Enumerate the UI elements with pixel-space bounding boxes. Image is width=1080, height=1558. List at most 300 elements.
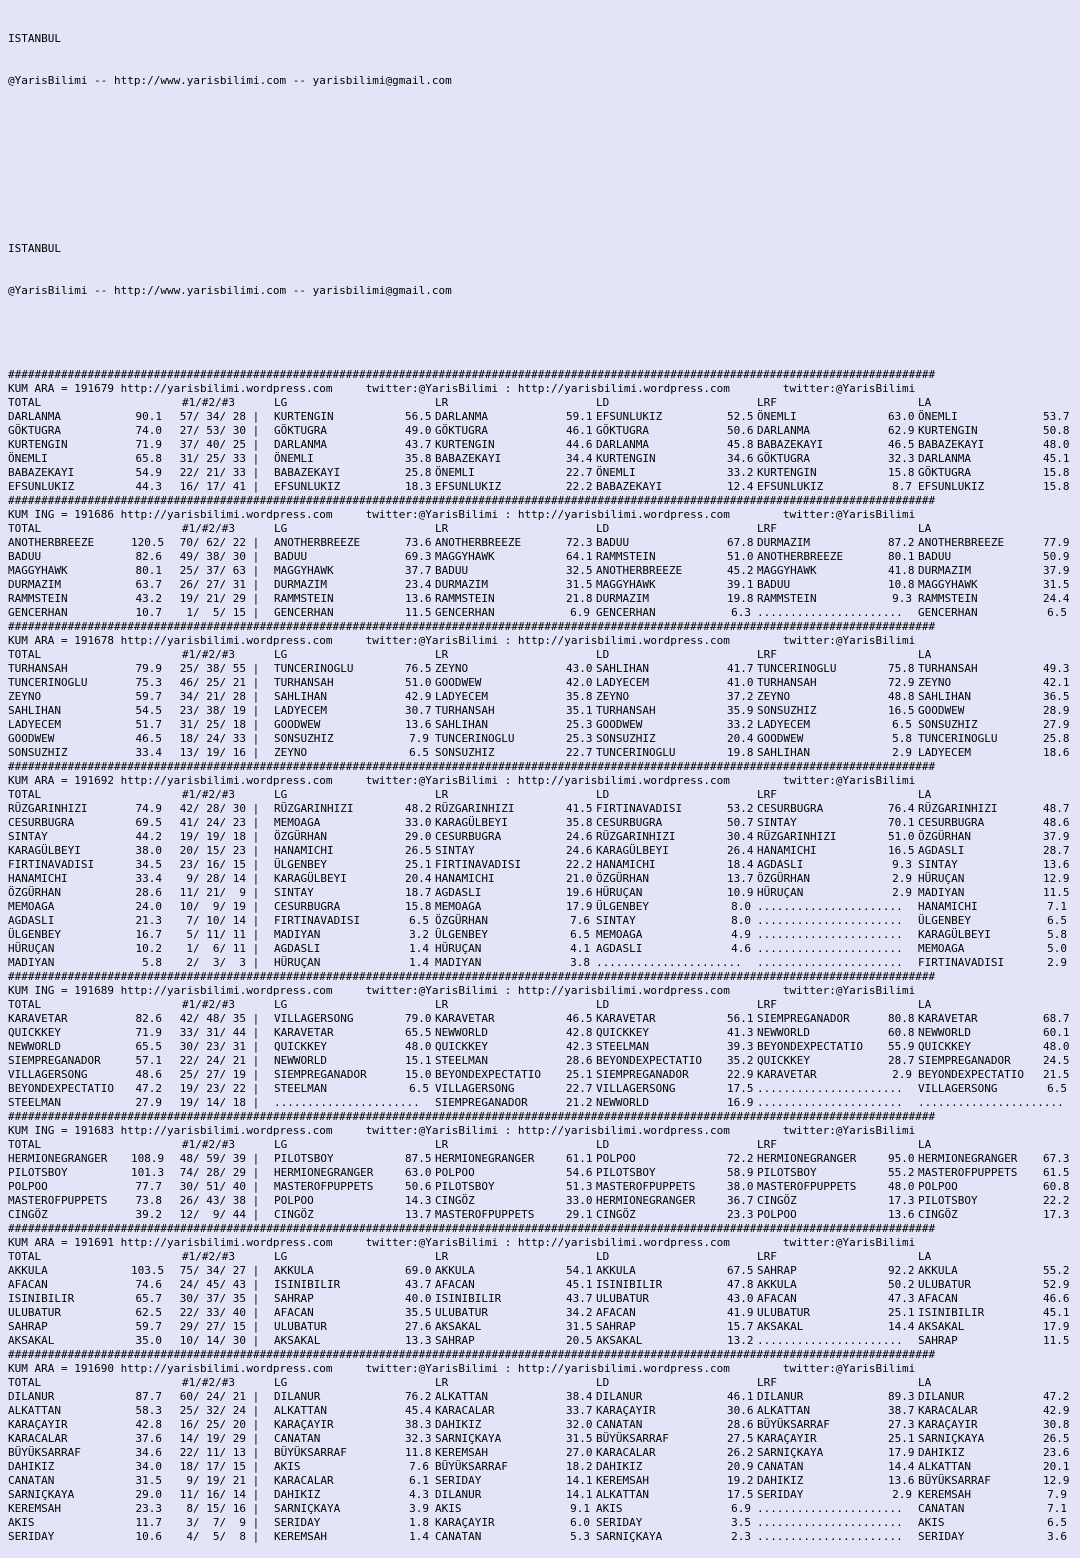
split-values: 13/ 19/ 16 [179,746,246,759]
lg-col [274,1026,435,1040]
runner-row [8,802,1073,816]
runner-name: CANATAN [596,1418,643,1431]
score-value: 11.8 [405,1446,432,1459]
runner-row [8,564,1073,578]
runner-name: NEWWORLD [274,1054,327,1067]
runner-name: KARAÇAYIR [274,1418,334,1431]
lrf-col [757,1306,918,1320]
pipe-divider: | [246,1082,266,1095]
runner-name: KURTENGIN [596,452,656,465]
runner-name: EFSUNLUKIZ [8,480,75,493]
lr-col [435,1054,596,1068]
lg-col [274,1320,435,1334]
runner-name: DAHIKIZ [8,1460,55,1473]
pipe-divider: | [246,438,266,451]
ld-col [596,438,757,452]
runner-name: MEMOAGA [274,816,321,829]
runner-name: CESURBUGRA [435,830,502,843]
lg-col [274,900,435,914]
split-values: 10/ 9/ 19 [179,900,246,913]
contact-line-repeat: @YarisBilimi -- http://www.yarisbilimi.com -- yarisbilimi@gmail.com [8,284,452,297]
total-score: 34.0 [135,1460,162,1473]
lr-col [435,1320,596,1334]
ld-col [596,578,757,592]
lrf-col [757,690,918,704]
runner-name: ...................... [757,928,903,941]
runner-name: SONSUZHIZ [274,732,334,745]
lg-col [274,718,435,732]
score-value: 13.3 [405,1334,432,1347]
score-value: 70.1 [888,816,915,829]
runner-name: ULUBATUR [274,1320,327,1333]
col-header-lg: LG [274,788,288,801]
lrf-col [757,858,918,872]
runner-name: ULUBATUR [918,1278,971,1291]
runner-name: QUICKKEY [435,1040,488,1053]
total-score: 10.2 [135,942,162,955]
total-score: 46.5 [135,732,162,745]
runner-name: SAHLIHAN [8,704,61,717]
score-value: 75.8 [888,662,915,675]
la-col [918,578,1073,592]
runner-name: PILOTSBOY [918,1194,978,1207]
score-value: 60.8 [1043,1180,1070,1193]
runner-name: TUNCERINOGLU [918,732,998,745]
split-values: 25/ 38/ 55 [179,662,246,675]
runner-name: GÖKTUGRA [8,424,61,437]
ld-col [596,480,757,494]
ld-col [596,1474,757,1488]
score-value: 7.6 [570,914,590,927]
runner-name: AKIS [596,1502,623,1515]
col-header-lr: LR [435,1138,449,1151]
split-values: 18/ 24/ 33 [179,732,246,745]
runner-name: MAGGYHAWK [918,578,978,591]
lg-col [274,1040,435,1054]
lrf-col [757,1390,918,1404]
runner-name: HANAMICHI [435,872,495,885]
score-value: 25.3 [566,718,593,731]
race-title: KUM ING = 191689 http://yarisbilimi.wordpress.com twitter:@YarisBilimi : http://yarisbilimi.wordpress.com twitter:@YarisBilimi [8,984,916,997]
spacer [8,158,1073,172]
score-value: 7.9 [409,732,429,745]
lr-col [435,1516,596,1530]
col-header-total: TOTAL [8,1250,42,1263]
lr-col [435,1040,596,1054]
runner-name: ALKATTAN [918,1460,971,1473]
runner-name: AGDASLI [757,858,804,871]
score-value: 2.3 [731,1530,751,1543]
ld-col [596,1502,757,1516]
total-score: 74.0 [135,424,162,437]
pipe-divider: | [246,816,266,829]
runner-name: MASTEROFPUPPETS [274,1180,374,1193]
lrf-col [757,1166,918,1180]
runner-name: BÜYÜKSARRAF [596,1432,669,1445]
runner-name: DARLANMA [8,410,61,423]
runner-name: SONSUZHIZ [8,746,68,759]
lg-col [274,1474,435,1488]
col-header-lg: LG [274,648,288,661]
runner-name: ZEYNO [8,690,42,703]
runner-name: ANOTHERBREEZE [274,536,361,549]
pipe-divider: | [246,662,266,675]
score-value: 61.5 [1043,1166,1070,1179]
runner-name: HÜRUÇAN [435,942,482,955]
pipe-divider: | [246,1054,266,1067]
runner-name: ULUBATUR [596,1292,649,1305]
runner-row [8,1320,1073,1334]
ld-col [596,1194,757,1208]
lg-col [274,1530,435,1544]
score-value: 34.4 [566,452,593,465]
lrf-col [757,956,918,970]
la-col [918,1208,1073,1222]
race-block [8,760,1073,970]
score-value: 35.1 [566,704,593,717]
runner-name: AKKULA [918,1264,958,1277]
runner-name: SINTAY [274,886,314,899]
ld-col [596,718,757,732]
runner-name: KARAVETAR [8,1012,68,1025]
total-score: 65.5 [135,1040,162,1053]
lg-col [274,466,435,480]
runner-name: POLPOO [918,1180,958,1193]
lg-col [274,438,435,452]
runner-name: TURHANSAH [8,662,68,675]
total-score: 43.2 [135,592,162,605]
split-values: 48/ 59/ 39 [179,1152,246,1165]
lg-col [274,1334,435,1348]
pipe-divider: | [246,802,266,815]
score-value: 37.9 [1043,830,1070,843]
split-values: 8/ 15/ 16 [186,1502,246,1515]
runner-name: SAHLIHAN [274,690,327,703]
pipe-divider: | [246,956,266,969]
runner-row [8,690,1073,704]
score-value: 26.4 [727,844,754,857]
lg-col [274,830,435,844]
score-value: 46.1 [566,424,593,437]
runner-name: ZEYNO [274,746,308,759]
total-score: 71.9 [135,438,162,451]
split-values: 19/ 21/ 29 [179,592,246,605]
lrf-col [757,578,918,592]
runner-name: AKIS [918,1516,945,1529]
runner-name: GOODWEW [274,718,321,731]
split-values: 46/ 25/ 21 [179,676,246,689]
score-value: 27.6 [405,1320,432,1333]
runner-name: BEYONDEXPECTATIO [918,1068,1024,1081]
score-value: 39.1 [727,578,754,591]
split-values: 10/ 14/ 30 [179,1334,246,1347]
score-value: 2.9 [892,1488,912,1501]
lrf-col [757,816,918,830]
runner-name: CANATAN [274,1432,321,1445]
ld-col [596,830,757,844]
city-title: ISTANBUL [8,32,61,45]
runner-name: DILANUR [435,1488,482,1501]
score-value: 45.1 [1043,452,1070,465]
score-value: 9.3 [892,592,912,605]
runner-name: GENCERHAN [918,606,978,619]
score-value: 76.5 [405,662,432,675]
split-values: 23/ 16/ 15 [179,858,246,871]
runner-name: GENCERHAN [8,606,68,619]
lr-col [435,942,596,956]
lg-col [274,928,435,942]
lrf-col [757,606,918,620]
runner-name: STEELMAN [596,1040,649,1053]
ld-col [596,592,757,606]
runner-name: ÜLGENBEY [274,858,327,871]
lr-col [435,1096,596,1110]
runner-name: MAGGYHAWK [8,564,68,577]
la-col [918,592,1073,606]
runner-name: RAMMSTEIN [274,592,334,605]
ld-col [596,452,757,466]
pipe-divider: | [246,424,266,437]
ld-col [596,1208,757,1222]
runner-name: VILLAGERSONG [918,1082,998,1095]
runner-name: GENCERHAN [274,606,334,619]
pipe-divider: | [246,844,266,857]
column-header-row [8,522,1073,536]
pipe-divider: | [246,732,266,745]
split-values: 26/ 43/ 38 [179,1194,246,1207]
total-score: 34.6 [135,1446,162,1459]
score-value: 28.6 [727,1418,754,1431]
score-value: 50.6 [727,424,754,437]
score-value: 22.7 [566,746,593,759]
total-score: 87.7 [135,1390,162,1403]
pipe-divider: | [246,1474,266,1487]
runner-name: AFACAN [757,1292,797,1305]
runner-name: ...................... [757,942,903,955]
score-value: 18.7 [405,886,432,899]
la-col [918,704,1073,718]
lr-col [435,1264,596,1278]
runner-name: RAMMSTEIN [757,592,817,605]
runner-name: CESURBUGRA [596,816,663,829]
la-col [918,466,1073,480]
ld-col [596,1082,757,1096]
split-values: 22/ 33/ 40 [179,1306,246,1319]
score-value: 6.5 [1047,914,1067,927]
score-value: 17.9 [566,900,593,913]
score-value: 21.8 [566,592,593,605]
runner-name: RAMMSTEIN [8,592,68,605]
runner-name: DAHIKIZ [757,1474,804,1487]
total-score: 63.7 [135,578,162,591]
score-value: 31.5 [566,1320,593,1333]
split-values: 42/ 28/ 30 [179,802,246,815]
lr-col [435,1292,596,1306]
lg-col [274,1390,435,1404]
runner-name: SARNIÇKAYA [596,1530,663,1543]
runner-row [8,1180,1073,1194]
col-header-la: LA [918,998,932,1011]
score-value: 72.9 [888,676,915,689]
col-header-lrf: LRF [757,1138,777,1151]
score-value: 54.6 [566,1166,593,1179]
col-header-la: LA [918,1376,932,1389]
ld-col [596,1418,757,1432]
la-col [918,1432,1073,1446]
split-values: 12/ 9/ 44 [179,1208,246,1221]
score-value: 35.9 [727,704,754,717]
runner-name: RAMMSTEIN [918,592,978,605]
runner-name: SAHRAP [918,1334,958,1347]
score-value: 8.0 [731,900,751,913]
runner-name: MADIYAN [435,956,482,969]
runner-name: PILOTSBOY [757,1166,817,1179]
score-value: 67.3 [1043,1152,1070,1165]
runner-name: BABAZEKAYI [8,466,75,479]
la-col [918,662,1073,676]
score-value: 28.7 [1043,844,1070,857]
runner-name: AGDASLI [435,886,482,899]
runner-row [8,830,1073,844]
runner-name: MADIYAN [8,956,55,969]
runner-name: ZEYNO [435,662,469,675]
runner-name: GÖKTUGRA [757,452,810,465]
la-col [918,1082,1073,1096]
runner-name: BADUU [757,578,791,591]
score-value: 7.1 [1047,900,1067,913]
runner-name: LADYECEM [918,746,971,759]
score-value: 76.2 [405,1390,432,1403]
runner-name: VILLAGERSONG [274,1012,354,1025]
runner-name: DURMAZIM [918,564,971,577]
split-values: 9/ 28/ 14 [186,872,246,885]
total-score: 47.2 [135,1082,162,1095]
runner-name: SIEMPREGANADOR [274,1068,367,1081]
runner-name: ÜLGENBEY [8,928,61,941]
runner-name: SAHRAP [8,1320,48,1333]
total-score: 23.3 [135,1502,162,1515]
runner-name: TURHANSAH [274,676,334,689]
runner-name: KARAGÜLBEYI [8,844,81,857]
pipe-divider: | [246,704,266,717]
score-value: 20.4 [727,732,754,745]
lr-col [435,1446,596,1460]
runner-name: KEREMSAH [435,1446,488,1459]
score-value: 21.2 [566,1096,593,1109]
la-col [918,1278,1073,1292]
lrf-col [757,1264,918,1278]
col-header-lrf: LRF [757,396,777,409]
city-title-repeat: ISTANBUL [8,242,61,255]
lr-col [435,1432,596,1446]
runner-name: VILLAGERSONG [435,1082,515,1095]
total-score: 90.1 [135,410,162,423]
score-value: 2.9 [892,746,912,759]
runner-name: HERMIONEGRANGER [8,1152,108,1165]
lrf-col [757,1404,918,1418]
score-value: 42.1 [1043,676,1070,689]
runner-name: BADUU [918,550,952,563]
col-header-total: TOTAL [8,396,42,409]
separator-line: ############################################################################################################################################ [8,970,936,983]
score-value: 24.6 [566,830,593,843]
runner-name: HÜRUÇAN [274,956,321,969]
score-value: 6.9 [570,606,590,619]
lrf-col [757,1068,918,1082]
pipe-divider: | [246,1404,266,1417]
total-score: 38.0 [135,844,162,857]
lrf-col [757,1278,918,1292]
pipe-divider: | [246,1026,266,1039]
ld-col [596,1306,757,1320]
runner-name: BÜYÜKSARRAF [918,1474,991,1487]
pipe-divider: | [246,1278,266,1291]
lg-col [274,1152,435,1166]
score-value: 45.8 [727,438,754,451]
runner-row [8,424,1073,438]
col-header-ld: LD [596,648,610,661]
runner-name: KARACALAR [596,1446,656,1459]
score-value: 51.0 [727,550,754,563]
score-value: 60.1 [1043,1026,1070,1039]
runner-name: KARAÇAYIR [8,1418,68,1431]
pipe-divider: | [246,1012,266,1025]
race-block [8,620,1073,760]
score-value: 3.2 [409,928,429,941]
runner-row [8,1474,1073,1488]
col-header-lrf: LRF [757,1250,777,1263]
ld-col [596,816,757,830]
score-value: 37.2 [727,690,754,703]
score-value: 35.8 [566,690,593,703]
ld-col [596,536,757,550]
score-value: 34.6 [727,452,754,465]
runner-name: AKKULA [435,1264,475,1277]
runner-name: TUNCERINOGLU [757,662,837,675]
runner-row [8,1404,1073,1418]
runner-name: KURTENGIN [274,410,334,423]
runner-name: ANOTHERBREEZE [596,564,683,577]
runner-name: HANAMICHI [757,844,817,857]
split-values: 57/ 34/ 28 [179,410,246,423]
score-value: 20.4 [405,872,432,885]
score-value: 30.8 [1043,1418,1070,1431]
lr-col [435,1530,596,1544]
pipe-divider: | [246,1068,266,1081]
score-value: 1.4 [409,956,429,969]
split-values: 18/ 17/ 15 [179,1460,246,1473]
lr-col [435,928,596,942]
score-value: 15.8 [1043,480,1070,493]
score-value: 13.6 [888,1474,915,1487]
lr-col [435,662,596,676]
pipe-divider: | [246,872,266,885]
runner-name: HANAMICHI [274,844,334,857]
score-value: 39.3 [727,1040,754,1053]
runner-row [8,1194,1073,1208]
score-value: 54.1 [566,1264,593,1277]
score-value: 8.0 [731,914,751,927]
score-value: 28.9 [1043,704,1070,717]
runner-row [8,466,1073,480]
la-col [918,1320,1073,1334]
lg-col [274,1278,435,1292]
la-col [918,858,1073,872]
runner-row [8,1530,1073,1544]
ld-col [596,1096,757,1110]
pipe-divider: | [246,536,266,549]
ld-col [596,942,757,956]
